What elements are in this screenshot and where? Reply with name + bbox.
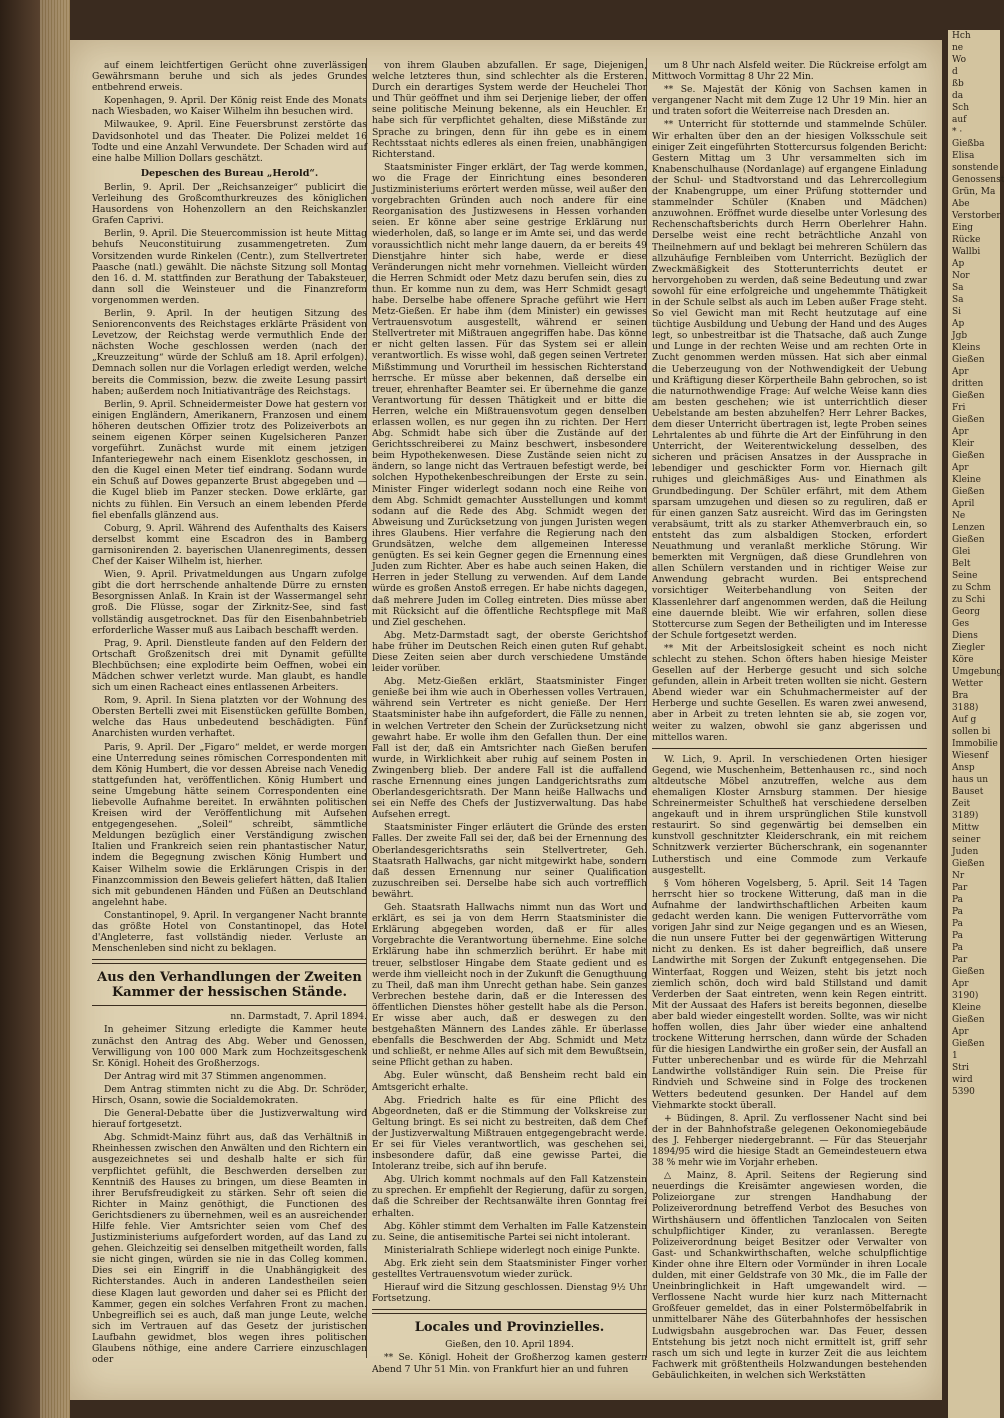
paragraph: Der Antrag wird mit 37 Stimmen angenommen. (104, 1070, 327, 1082)
paragraph: Berlin, 9. April. Der „Reichsanzeiger“ publicirt die Verleihung des Großcomthurkreuzes des königlichen Hausordens von Hohenzollern an den Reichskanzler Grafen Caprivi. (92, 181, 367, 227)
facing-page-fragment: Gießen (952, 859, 985, 869)
paragraph: △ Mainz, 8. April. Seitens der Regierung sind neuerdings die Kreisämter angewiesen worden, die Polizeiorgane zur strengen Handhabung der Polizeiverordnung betreffend Verbot des Besuches von Wirthshäusern und öffentlichen Tanzlocalen von Seiten schulpflichtiger Kinder, zu veranlassen. Beregte Polizeiverordnung beiget Besitzer oder Verwalter von Gast- und Schankwirthschaften, welche schulpflichtige Kinder ohne ihre Eltern oder Vormünder in ihren Locale dulden, mit einer Geldstrafe von 30 Mk., die im Falle der Uneinbringlichkeit in Haft umgewandelt wird. — Verflossene Nacht wurde hier kurz nach Mitternacht Großfeuer gemeldet, das in einer Polstermöbelfabrik in unmittelbarer Nähe des Güterbahnhofes der hessischen Ludwigsbahn ausgebrochen war. Das Feuer, dessen Entstehung bis jetzt noch nicht ermittelt ist, griff sehr rasch um sich und legte in kurzer Zeit die aus leichtem Fachwerk mit größtentheils Holzwandungen bestehenden Gebäulichkeiten, in welchen sich Werkstätten (652, 1170, 927, 1381)
paragraph: Coburg, 9. April. Während des Aufenthalts des Kaisers derselbst kommt eine Escadron des in Bamberg garnisonirenden 2. bayerischen Ulanenregiments, dessen Chef der Kaiser Wilhelm ist, hierher. (92, 522, 367, 568)
facing-page-fragment: Rücke (952, 235, 981, 245)
facing-page-fragment: 3190) (952, 991, 979, 1001)
facing-page-fragment: Immobilie (952, 739, 998, 749)
facing-page-fragment: Gießen (952, 967, 985, 977)
facing-page-fragment: Stri (952, 1063, 969, 1073)
paragraph: Wien, 9. April. Privatmeldungen aus Ungarn zufolge gibt die dort herrschende anhaltende Dürre zu ernsten Besorgnissen Anlaß. In Krain ist der Wassermangel sehr groß. Die Flüsse, sogar der Zirknitz-See, sind fast vollständig ausgetrocknet. Das für den Eisenbahnbetrieb erforderliche Wasser muß aus Laibach beschafft werden. (92, 569, 367, 636)
book-spine-edge (40, 0, 70, 1418)
facing-page-fragment: Gießen (952, 487, 985, 497)
facing-page-fragment: Pa (952, 931, 964, 941)
facing-page-fragment: Ges (952, 619, 970, 629)
paragraph: In geheimer Sitzung erledigte die Kammer heute zunächst den Antrag des Abg. Weber und Genossen, Verwilligung von 100 000 Mark zum Hochzeitsgeschenk Sr. Königl. Hoheit des Großherzogs. (92, 1024, 367, 1069)
facing-page-fragment: Wo (952, 55, 967, 65)
paragraph: von ihrem Glauben abzufallen. Er sage, Diejenigen, welche letzteres thun, sind schlechter als die Ersteren. Durch ein derartiges System werde der Heuchelei Thor und Thür geöffnet und ihm sei Derjenige lieber, der offen seine politische Meinung bekenne, als ein Heuchler. Er habe sich für verpflichtet gehalten, diese Mißstände zur Sprache zu bringen, denn für ihn gebe es in einem Rechtsstaat nichts edleres als einen freien, unabhängigen Richterstand. (372, 60, 647, 160)
facing-page-fragment: Ziegler (952, 643, 985, 653)
section-rule (372, 1309, 647, 1314)
facing-page-fragment: Diens (952, 631, 978, 641)
paragraph: Berlin, 9. April. Schneidermeister Dowe hat gestern vor einigen Engländern, Amerikanern, Franzosen und einem höheren deutschen Offizier trotz des Polizeiverbots an seinem eigenen Körper seinen Kugelsicheren Panzer vorgeführt. Zunächst wurde mit einem jetzigen Infanteriegewehr nach einem Eisenklotz geschossen, in den die Kugel einen Meter tief eindrang. Sodann wurde ein Schuß auf Dowes gepanzerte Brust abgegeben und — die Kugel blieb im Panzer stecken. Dowe erklärte, gar nichts zu fühlen. Ein Versuch an einem lebenden Pferde fiel ebenfalls glänzend aus. (92, 398, 367, 521)
facing-page-fragment: Pa (952, 907, 964, 917)
paragraph: Abg. Köhler stimmt dem Verhalten im Falle Katzenstein zu. Seine, die antisemitische Partei sei nicht intolerant. (372, 1220, 647, 1243)
paragraph: + Büdingen, 8. April. Zu verflossener Nacht sind bei der in der Bahnhofstraße gelegenen Oekonomiegebäude des J. Fehberger niedergebrannt. — Für das Steuerjahr 1894/95 wird die hiesige Stadt an Gemeindesteuern etwa 38 % mehr wie im Vorjahr erheben. (652, 1112, 927, 1169)
facing-page-fragment: Eing (952, 223, 974, 233)
facing-page-fragment: Fri (952, 403, 966, 413)
facing-page-fragment: Nr (952, 871, 965, 881)
facing-page-fragment: Apr (952, 427, 969, 437)
facing-page-fragment: d (952, 67, 958, 77)
paragraph: Berlin, 9. April. In der heutigen Sitzung des Seniorenconvents des Reichstages erklärte Präsident von Levetzow, der Reichstag werde vermuthlich Ende der nächsten Woche geschlossen werden (nach der „Kreuzzeitung“ würde der Schluß am 18. April erfolgen). Demnach sollen nur die Vorlagen erledigt werden, welche bereits die Commission, bezw. die zweite Lesung passirt haben; außerdem noch Initiativanträge des Reichstags. (92, 307, 367, 397)
paragraph: Ministerialrath Schliepe widerlegt noch einige Punkte. (384, 1244, 641, 1256)
paragraph: Abg. Erk zieht sein dem Staatsminister Finger vorher gestelltes Vertrauensvotum wieder zurück. (372, 1257, 647, 1281)
facing-page-fragment: Kleir (952, 439, 975, 449)
facing-page-fragment: Pa (952, 919, 964, 929)
facing-page-fragment: Zeit (952, 799, 971, 809)
article-headline: Aus den Verhandlungen der Zweiten Kammer der hessischen Stände. (97, 970, 362, 1001)
paragraph: § Vom höheren Vogelsberg, 5. April. Seit 14 Tagen herrscht hier so trockene Witterung, daß man in die Aufnahme der landwirthschaftlichen Arbeiten kaum gedacht werden kann. Die wenigen Futtervorräthe vom vorigen Jahr sind zur Neige gegangen und es an Wiesen, die nun unsere Futter bei der gegenwärtigen Witterung nicht zu denken. Es ist daher begreiflich, daß unsere Landwirthe mit Sorgen der Zukunft entgegensehen. Die Winterfaat, Roggen und Weizen, steht bis jetzt noch ziemlich schön, doch wird bald Stillstand und damit Verderben der Saat eintreten, wenn kein Regen eintritt. Mit der Aussaat des Hafers ist bereits begonnen, dieselbe aber bald wieder eingestellt worden. Sollte, was wir nicht hoffen wollen, dies Jahr über wieder eine anhaltend trockene Witterung herrschen, dann würde der Schaden für die hiesigen Landwirthe ein großer sein, der Ausfall an Futter unberechenbar und es würde für die Mehrzahl Landwirthe vollständiger Ruin sein. Die Preise für Rindvieh und Schweine sind in Folge des trockenen Wetters bedeutend gesunken. Der Handel auf dem Viehmarkte stockt überall. (652, 877, 927, 1111)
paragraph: Milwaukee, 9. April. Eine Feuersbrunst zerstörte das Davidsonhotel und das Theater. Die Polizei meldet 16 Todte und eine Anzahl Verwundete. Der Schaden wird auf eine halbe Million Dollars geschätzt. (92, 119, 367, 164)
facing-page-fragment: Jgb (952, 331, 968, 341)
facing-page-fragment: Wetter (952, 679, 983, 689)
facing-page-fragment: Ap (952, 259, 965, 269)
facing-page-fragment: Apr (952, 367, 969, 377)
facing-page-fragment: Umgebung (952, 667, 1003, 677)
paragraph: Abg. Friedrich halte es für eine Pflicht des Abgeordneten, daß er die Stimmung der Volkskreise zur Geltung bringt. Es sei nicht zu bestreiten, daß dem Chef der Justizverwaltung Mißtrauen entgegengebracht werde. Er sei für Vieles verantwortlich, was geschehen sei, insbesondere dafür, daß eine gewisse Partei, die Intoleranz treibe, sich auf ihn berufe. (372, 1094, 647, 1173)
facing-page-fragment: zu Schm (952, 583, 991, 593)
paragraph: Kopenhagen, 9. April. Der König reist Ende des Monats nach Wiesbaden, wo Kaiser Wilhelm ihn besuchen wird. (92, 95, 367, 118)
facing-page-fragment: haus un (952, 775, 989, 785)
paragraph: auf einem leichtfertigen Gerücht ohne zuverlässigen Gewährsmann beruhe und sich als jedes Grundes entbehrend erweis. (92, 60, 367, 94)
facing-page-fragment: Gießen (952, 415, 985, 425)
facing-page-fragment: Gießen (952, 391, 985, 401)
column-1 (92, 60, 367, 1366)
facing-page-fragment: seiner (952, 835, 981, 845)
dateline: nn. Darmstadt, 7. April 1894. (230, 1011, 367, 1023)
facing-page-fragment: 3188) (952, 703, 979, 713)
facing-page-fragment: Gießen (952, 535, 985, 545)
facing-page-fragment: Juden (952, 847, 979, 857)
facing-page-fragment: Bauset (952, 787, 984, 797)
facing-page-fragment: Par (952, 883, 968, 893)
facing-page-fragment: Belt (952, 559, 971, 569)
facing-page-fragment: sollen bi (952, 727, 991, 737)
facing-page-fragment: Si (952, 307, 962, 317)
facing-page-fragment: sonstende (952, 163, 999, 173)
facing-page-fragment: Gießba (952, 139, 985, 149)
paragraph: Abg. Ulrich kommt nochmals auf den Fall Katzenstein zu sprechen. Er empfiehlt der Regierung, dafür zu sorgen, daß die Schreiber der Rechtsanwälte ihren Gonntag frei erhalten. (372, 1174, 647, 1219)
paragraph: Abg. Metz-Gießen erklärt, Staatsminister Finger genieße bei ihm wie auch in Oberhessen volles Vertrauen, während sein Vertreter es nicht genieße. Der Herr Staatsminister habe ihn aufgefordert, die Fälle zu nennen, in welchen Vertreter den Schein der Zurücksetzung nicht gewahrt habe. Er wolle ihm den Gefallen thun. Der eine Fall ist der, daß ein Amtsrichter nach Gießen berufen wurde, in Wirklichkeit aber ruhig auf seinem Posten in Zwingenberg blieb. Der andere Fall ist die auffallend rasche Ernennung eines jungen Landgerichtsraths zum Oberlandesgerichtsrath. Der Mann heiße Hallwachs und sei ein Neffe des Chefs der Justizverwaltung. Das habe Aufsehen erregt. (372, 676, 647, 821)
paragraph: Abg. Euler wünscht, daß Bensheim recht bald ein Amtsgericht erhalte. (372, 1070, 647, 1093)
paragraph: Abg. Metz-Darmstadt sagt, der oberste Gerichtshof habe früher im Deutschen Reich einen guten Ruf gehabt. Diese Zeiten seien aber durch verschiedene Umstände leider vorüber. (372, 629, 647, 675)
paragraph: Prag, 9. April. Dienstleute fanden auf den Feldern der Ortschaft Großzenitsch drei mit Dynamit gefüllte Blechbüchsen; eine explodirte beim Oeffnen, wobei ein Mädchen schwer verletzt wurde. Man glaubt, es handle sich um einen Racheact eines entlassenen Arbeiters. (92, 637, 367, 694)
section-headline: Locales und Provinzielles. (414, 1320, 605, 1336)
facing-page-fragment: Apr (952, 1027, 969, 1037)
paragraph: ** Se. Majestät der König von Sachsen kamen in vergangener Nacht mit dem Zuge 12 Uhr 19 Min. hier an und traten sofort die Weiterreise nach Dresden an. (652, 84, 927, 118)
paragraph: ** Mit der Arbeitslosigkeit scheint es noch nicht schlecht zu stehen. Schon öfters haben hiesige Meister Gesellen auf der Herberge gesucht und sich solche gefunden, allein in Arbeit treten wollten sie nicht. Gestern Abend wieder war ein Schuhmachermeister auf der Herberge und suchte Gesellen. Es waren zwei anwesend, aber in Arbeit zu treten lehnten sie ab, sie zogen vor, weiter zu walzen, obwohl sie ganz abgerissen und mittellos waren. (652, 642, 927, 743)
facing-page-fragment: April (952, 499, 975, 509)
facing-page-fragment: Kleine (952, 1003, 981, 1013)
dateline: Gießen, den 10. April 1894. (445, 1339, 574, 1351)
facing-page-fragment: Auf g (952, 715, 977, 725)
facing-page-fragment: Genossenst (952, 175, 1004, 185)
facing-page-fragment: Ne (952, 511, 966, 521)
facing-page-fragment: Sch (952, 103, 970, 113)
facing-page-fragment: Wiesenf (952, 751, 989, 761)
facing-page-fragment: Mittw (952, 823, 980, 833)
paragraph: ** Unterricht für stotternde und stammelnde Schüler. Wir erhalten über den an der hiesigen Volksschule seit einiger Zeit eingeführten Stottercursus folgenden Bericht: Gestern Mittag um 3 Uhr versammelten sich im Knabenschulhause (Nordanlage) auf ergangene Einladung der Schul- und Stadtvorstand und das Lehrercollegium der Knabengruppe, um einer Prüfung stotternder und stammelnder Schüler (Knaben und Mädchen) anzuwohnen. Eröffnet wurde dieselbe unter Vorlesung des Rechenschaftsberichts durch Herrn Oberlehrer Hahn. Derselbe weist eine recht beträchtliche Anzahl von Theilnehmern auf und beklagt bei mehreren Schülern das allzuhäufige Fernbleiben vom Unterricht. Bezüglich der Zweckmäßigkeit des Stotterunterrichts deutet er hervorgehoben zu werden, daß seine Bedeutung und zwar sowohl für eine erfolgreiche und ungehemmte Thätigkeit in der Schule selbst als auch im Leben außer Frage steht. So viel Gewicht man mit Recht heutzutage auf eine tüchtige Ausbildung und Uebung der Hand und des Auges legt, so unbestreitbar ist die Thatsache, daß auch Zunge und Lunge in der rechten Weise und am rechten Orte in Zucht genommen werden müssen. Hat sich aber einmal die Ueberzeugung von der Nothwendigkeit der Uebung und Kräftigung dieser Körpertheile Bahn gebrochen, so ist die naturnothwendige Frage: Auf welche Weise kann dies am besten geschehen; wie ist unterrichtlich dieser Uebelstande am besten abzuhelfen? Herr Lehrer Backes, dem dieser Unterricht übertragen ist, legte Proben seines Lehrtalentes ab und führte die Art der Einführung in den Unterricht, der Weiterentwickelung desselben, des sicheren und präcisen Ansatzes in der Aussprache in lebendiger und geschickter Form vor. Hiernach gilt ruhiges und gleichmäßiges Aus- und Einathmen als Grundbedingung. Der Schüler erfährt, mit dem Athem sparsam umzugehen und diesen so zu reguliren, daß er für einen ganzen Satz ausreicht. Wird das im Geringsten verabsäumt, tritt als zu starker Athemverbrauch ein, so entsteht das zum alsbaldigen Stocken, erfordert Neuathmung und veranlaßt merkliche Störung. Wir bemerkten mit Vergnügen, daß diese Grundlehren von allen Schülern verstanden und in richtiger Weise zur Anwendung gebracht wurden. Bei entsprechend vorsichtiger Weiterbehandlung von Seiten der Klassenlehrer darf angenommen werden, daß die Heilung eine dauernde bleibt. Wie wir erfahren, sollen diese Stottercurse zum Segen der Betheiligten und im Interesse der Schule fortgesetzt werden. (652, 119, 927, 641)
facing-page-fragment: 3189) (952, 811, 979, 821)
facing-page-fragment: Apr (952, 979, 969, 989)
facing-page-fragment: Abe (952, 199, 970, 209)
facing-page-fragment: ßb (952, 79, 964, 89)
facing-page-fragment: Sa (952, 283, 964, 293)
section-rule (92, 959, 367, 964)
facing-page-fragment: Kleins (952, 343, 981, 353)
facing-page-fragment: zu Schi (952, 595, 986, 605)
facing-page-fragment: * · (952, 127, 963, 137)
paragraph: Berlin, 9. April. Die Steuercommission ist heute Mittag behufs Neuconstituirung zusammengetreten. Zum Vorsitzenden wurde Rinkelen (Centr.), zum Stellvertreter Paasche (natl.) gewählt. Die nächste Sitzung soll Montag den 16. d. M. stattfinden zur Berathung der Tabaksteuer, dann soll die Weinsteuer und die Finanzreform vorgenommen werden. (92, 228, 367, 306)
paragraph: Die General-Debatte über die Justizverwaltung wird hierauf fortgesetzt. (92, 1108, 367, 1131)
paragraph: um 8 Uhr nach Alsfeld weiter. Die Rückreise erfolgt am Mittwoch Vormittag 8 Uhr 22 Min. (652, 60, 927, 83)
facing-page-fragment: 1 (952, 1051, 958, 1061)
headline-rule (92, 1005, 367, 1006)
paragraph: Staatsminister Finger erläutert die Gründe des ersten Falles. Der zweite Fall sei der, daß bei der Ernennung des Oberlandesgerichtsraths sein Stellvertreter, Geh. Staatsrath Hallwachs, gar nicht mitgewirkt habe, sondern daß dessen Ernennung nur seiner Qualification zuzuschreiben sei. Derselbe habe sich auch vortrefflich bewährt. (372, 822, 647, 900)
facing-page-fragment: Köre (952, 655, 974, 665)
facing-page-fragment: Lenzen (952, 523, 985, 533)
facing-page-fragment: wird (952, 1075, 973, 1085)
facing-page-fragment: Elisa (952, 151, 975, 161)
facing-page-fragment: Par (952, 955, 968, 965)
facing-page-fragment: Seine (952, 571, 978, 581)
paragraph: Dem Antrag stimmten nicht zu die Abg. Dr. Schröder, Hirsch, Osann, sowie die Socialdemokraten. (92, 1083, 367, 1106)
facing-page-fragment: 5390 (952, 1087, 975, 1097)
facing-page-fragment: auf (952, 115, 967, 125)
paragraph: Paris, 9. April. Der „Figaro“ meldet, er werde morgen eine Unterredung seines römischen Correspondenten mit dem König Humbert, die vor dessen Abreise nach Venedig stattgefunden hat, veröffentlichen. König Humbert und seine Umgebung hätte seinem Correspondenten eine liebevolle Aufnahme bereitet. In erwähnten politischen Kreisen wird der Veröffentlichung mit Aufsehen entgegengesehen. „Soleil“ schreibt, sämmtliche Meldungen bezüglich einer Verständigung zwischen Italien und Frankreich seien rein phantastischer Natur, indem die Begegnung zwischen König Humbert und Kaiser Wilhelm sowie die Erklärungen Crispis in der Finanzcommission den Beweis geliefert hätten, daß Italien sich mit gebundenen Händen und Füßen an Deutschland angelehnt habe. (92, 741, 367, 908)
facing-page-fragment: Nor (952, 271, 970, 281)
paragraph: ** Se. Königl. Hoheit der Großherzog kamen gestern Abend 7 Uhr 51 Min. von Frankfurt hier an und fuhren (372, 1352, 647, 1375)
facing-page-fragment: ne (952, 43, 964, 53)
paragraph: Staatsminister Finger erklärt, der Tag werde kommen, wo die Frage der Einrichtung eines besonderen Justizministeriums erörtert werden müsse, weil außer den vorgebrachten Gründen auch noch andere für eine Reorganisation des Justizwesens in Hessen vorhanden seien. Er könne aber seine gestrige Erklärung nur wiederholen, daß, so lange er im Amte sei, und das werde voraussichtlich nicht mehr lange dauern, da er bereits 49 Dienstjahre hinter sich habe, werde er diese Veränderungen nicht mehr vornehmen. Vielleicht würden die Herren Schmidt oder Metz dazu berufen sein, dies zu thun. Er komme nun zu dem, was Herr Schmidt gesagt habe. Derselbe habe offenere Sprache geführt wie Herr Metz-Gießen. Er habe ihm (dem Minister) ein gewisses Vertrauensvotum ausgestellt, während er seinen Stellvertreter mit Mißtrauen angegriffen habe. Das könne er nicht gelten lassen. Für das System sei er allein verantwortlich. Es wisse wohl, daß gegen seinen Vertreter Mißstimmung und Vorurtheil im hessischen Richterstand herrsche. Er müsse aber bekennen, daß derselbe ein treuer, ehrenhafter Beamter sei. Er übernehme die ganze Verantwortung für dessen Thätigkeit und er bitte die Herren, welche ein Mißtrauensvotum gegen denselben erlassen wollen, es nur gegen ihn zu richten. Der Herr Abg. Schmidt habe sich über die Zustände auf der Gerichtsschreiberei zu Mainz beschwert, insbesondere beim Hypothekenwesen. Diese Zustände seien nicht zu ändern, so lange nicht das Vertrauen befestigt werde, bei solchen Hypothekenbeschreibungen der Erste zu sein. Minister Finger widerlegt sodann noch eine Reihe von dem Abg. Schmidt gemachter Ausstellungen und kommt sodann auf die Rede des Abg. Schmidt wegen der Abweisung und Zurücksetzung von jungen Juristen wegen ihres Glaubens. Hier verfahre die Regierung nach den Grundsätzen, welche dem allgemeinen Interesse genügten. Es sei kein Gegner gegen die Ernennung eines Juden zum Richter. Aber es habe auch seinen Haken, die Herren in jeder Stellung zu verwenden. Auf dem Lande würde es großen Anstoß erregen. Er habe nichts dagegen, daß mehrere Juden im Colleg eintreten. Dies müsse aber mit Rücksicht auf die öffentliche Rechtspflege mit Maß und Ziel geschehen. (372, 161, 647, 628)
paragraph: W. Lich, 9. April. In verschiedenen Orten hiesiger Gegend, wie Muschenheim, Bettenhausen rc., sind noch altdeutsche Möbel anzutreffen, welche aus dem ehemaligen Kloster Arnsburg stammen. Der hiesige Schreinermeister Schultheß hat verschiedene derselben angekauft und in ihrem ursprünglichen Stile kunstvoll restaurirt. So sind gegenwärtig bei demselben ein kunstvoll geschnitzter Kleiderschrank, ein mit reichem Schnitzwerk verzierter Bücherschrank, ein sogenannter Lutherstisch und eine Commode zum Verkaufe ausgestellt. (652, 753, 927, 876)
facing-page-fragment: Georg (952, 607, 980, 617)
section-heading: Depeschen des Bureau „Herold“. (140, 167, 319, 179)
facing-page-fragment: Hch (952, 31, 971, 41)
paragraph: Hierauf wird die Sitzung geschlossen. Dienstag 9½ Uhr Fortsetzung. (372, 1282, 647, 1305)
paragraph: Constantinopel, 9. April. In vergangener Nacht brannte das größte Hotel von Constantinopel, das Hotel d'Angleterre, fast vollständig nieder. Verluste an Menschenleben sind nicht zu beklagen. (92, 909, 367, 955)
facing-page-fragment: Sa (952, 295, 964, 305)
column-2 (372, 60, 647, 1375)
facing-page-fragment: Grün, Ma (952, 187, 996, 197)
facing-page-fragment: Kleine (952, 475, 981, 485)
facing-page-fragment: Wallbi (952, 247, 981, 257)
facing-page-fragment: Pa (952, 895, 964, 905)
facing-page-fragment: Verstorber (952, 211, 1001, 221)
facing-page-fragment: da (952, 91, 964, 101)
facing-page-fragment: Ap (952, 319, 965, 329)
section-rule (652, 748, 927, 749)
facing-page-fragment: Apr (952, 463, 969, 473)
facing-page-edge (948, 30, 1004, 1418)
paragraph: Rom, 9. April. In Siena platzten vor der Wohnung des Obersten Bertelli zwei mit Eisenstücken gefüllte Bomben, welche das Haus unbedeutend beschädigten. Fünf Anarchisten wurden verhaftet. (92, 695, 367, 740)
facing-page-fragment: Gießen (952, 1015, 985, 1025)
facing-page-fragment: Gießen (952, 1039, 985, 1049)
facing-page-fragment: Ansp (952, 763, 975, 773)
facing-page-fragment: Gießen (952, 355, 985, 365)
facing-page-fragment: Glei (952, 547, 971, 557)
facing-page-fragment: Gießen (952, 451, 985, 461)
paragraph: Abg. Schmidt-Mainz führt aus, daß das Verhältniß in Rheinhessen zwischen den Anwälten und den Richtern ein ausgezeichnetes sei und deshalb halte er sich für verpflichtet gefühlt, die Beschwerden derselben zur Kenntniß des Hauses zu bringen, um diese Beamten in ihrer Berufsfreudigkeit zu stärken. Sehr oft seien die Richter in Mainz genöthigt, die Functionen des Gerichtsdieners zu übernehmen, weil es an ausreichender Hilfe fehle. Vier Amtsrichter seien vom Chef des Justizministeriums aufgefordert worden, auf das Land zu gehen. Gleichzeitig sei denselben mitgetheilt worden, falls sie nicht gingen, würden sie nie in das Colleg kommen. Dies sei ein Eingriff in die Unabhängigkeit des Richterstandes. Auch in anderen Landestheilen seien diese Klagen laut geworden und daher sei es Pflicht der Kammer, gegen ein solches Verfahren Front zu machen. Unbegreiflich sei es auch, daß man junge Leute, welche sich im Vertrauen auf das Gesetz der juristischen Laufbahn gewidmet, blos wegen ihres politischen Glaubens nöthige, eine andere Carriere einzuschlagen oder (92, 1132, 367, 1366)
facing-page-fragment: Bra (952, 691, 969, 701)
column-3 (652, 60, 927, 1381)
facing-page-fragment: Pa (952, 943, 964, 953)
facing-page-fragment: dritten (952, 379, 984, 389)
paragraph: Geh. Staatsrath Hallwachs nimmt nun das Wort und erklärt, es sei ja von dem Herrn Staatsminister die Erklärung abgegeben worden, daß er für alles Vorgebrachte die Verantwortung übernehme. Eine solche Erklärung habe ihn schmerzlich berührt. Er habe mit treuer, selbstloser Hingabe dem Staate gedient und es werde ihm vielleicht noch in der Zukunft die Genugthuung zu Theil, daß man ihm Unrecht gethan habe. Sein ganzes Verbrechen bestehe darin, daß er die Interessen des öffentlichen Dienstes höher gestellt habe als die Person. Er wisse aber auch, daß er deswegen zu den bestgehaßten Männern des Landes zähle. Er überlasse ebenfalls die Beschwerden der Abg. Schmidt und Metz und schließt, er nehme Alles auf sich mit dem Bewußtsein, seine Pflicht gethan zu haben. (372, 902, 647, 1069)
